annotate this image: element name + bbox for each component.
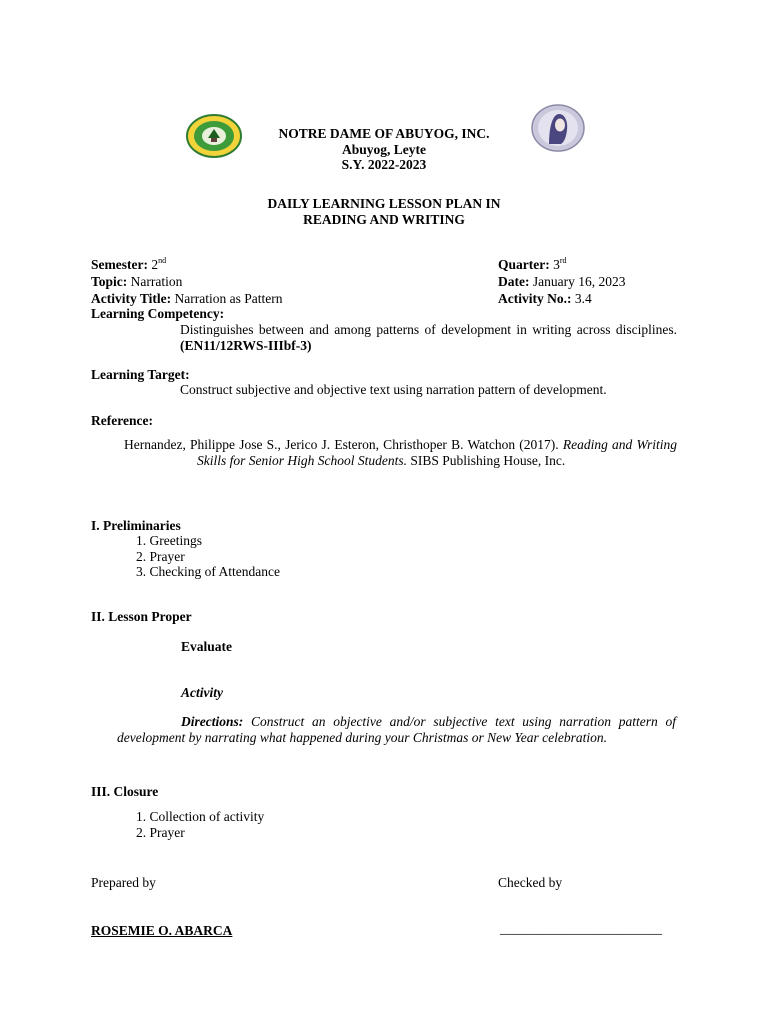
quarter-sup: rd (559, 256, 567, 265)
activity-title-label: Activity Title: (91, 291, 172, 306)
preparer-name: ROSEMIE O. ABARCA (91, 923, 233, 938)
semester-value: 2 (151, 257, 159, 272)
competency-label: Learning Competency: (91, 306, 225, 321)
date-label: Date: (498, 274, 530, 289)
closure-item: 2. Prayer (136, 825, 185, 840)
preliminaries-heading: I. Preliminaries (91, 518, 181, 533)
topic-row (91, 274, 182, 290)
plan-title-line1: DAILY LEARNING LESSON PLAN IN (267, 196, 501, 211)
activity-heading: Activity (181, 685, 223, 700)
reference-label: Reference: (91, 413, 153, 428)
semester-sup: nd (158, 256, 167, 265)
target-label: Learning Target: (91, 367, 190, 382)
school-name: NOTRE DAME OF ABUYOG, INC. (278, 126, 490, 141)
activity-title-value: Narration as Pattern (174, 291, 283, 306)
reference-citation (124, 437, 678, 469)
preliminaries-item: 1. Greetings (136, 533, 202, 548)
preliminaries-item: 3. Checking of Attendance (136, 564, 280, 579)
competency-text (180, 322, 677, 354)
reference-book-title: Reading and Writing Skills for Senior High School Students. (197, 437, 678, 468)
semester-label: Semester: (91, 257, 148, 272)
activity-no-label: Activity No.: (498, 291, 572, 306)
reference-publisher: SIBS Publishing House, Inc. (410, 453, 566, 468)
competency-code: (EN11/12RWS-IIIbf-3) (180, 338, 312, 353)
plan-title-line2: READING AND WRITING (303, 212, 465, 227)
evaluate-heading: Evaluate (181, 639, 233, 654)
school-year: S.Y. 2022-2023 (341, 157, 427, 172)
prepared-by-label: Prepared by (91, 875, 156, 890)
topic-label: Topic: (91, 274, 128, 289)
quarter-label: Quarter: (498, 257, 550, 272)
date-row (498, 274, 625, 290)
directions-paragraph (117, 714, 676, 746)
preliminaries-item: 2. Prayer (136, 549, 185, 564)
activity-no-value: 3.4 (574, 291, 592, 306)
checked-by-label: Checked by (498, 875, 563, 890)
topic-value: Narration (130, 274, 183, 289)
semester-row (91, 257, 166, 273)
activity-title-row (91, 291, 282, 307)
competency-description: Distinguishes between and among patterns of development in writing across disciplines. (180, 322, 677, 337)
checker-signature-line: ________________________ (500, 921, 662, 936)
directions-label: Directions: (181, 714, 244, 729)
school-address: Abuyog, Leyte (342, 142, 426, 157)
lesson-heading: II. Lesson Proper (91, 609, 192, 624)
directions-text: Construct an objective and/or subjective text using narration pattern of development by narrating what happened during your Christmas or New Year celebration. (117, 714, 677, 745)
closure-heading: III. Closure (91, 784, 159, 799)
date-value: January 16, 2023 (532, 274, 626, 289)
closure-item: 1. Collection of activity (136, 809, 265, 824)
quarter-value: 3 (553, 257, 560, 272)
quarter-row (498, 257, 567, 273)
reference-authors: Hernandez, Philippe Jose S., Jerico J. Esteron, Christhoper B. Watchon (2017). (124, 437, 559, 452)
target-text: Construct subjective and objective text using narration pattern of development. (180, 382, 607, 397)
madonna-medallion-logo (531, 104, 585, 152)
activity-no-row (498, 291, 592, 307)
